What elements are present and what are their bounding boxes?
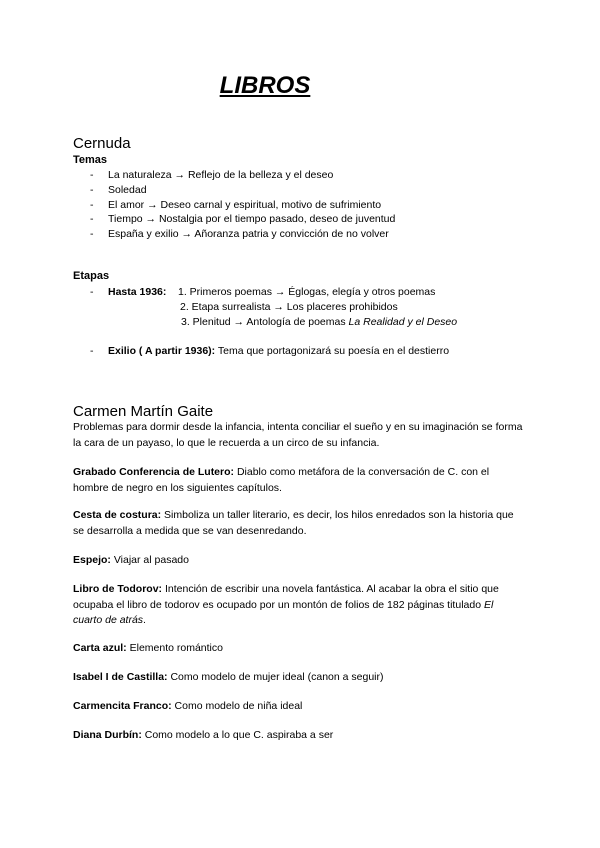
- list-item: El amor → Deseo carnal y espiritual, motivo de sufrimiento: [108, 199, 382, 211]
- entry-text-tail: .: [143, 614, 146, 626]
- entry-paragraph: [73, 728, 525, 744]
- entry-paragraph: [73, 641, 525, 657]
- etapa-exilio: [108, 345, 449, 357]
- book-title: El cuarto de atrás: [73, 598, 494, 626]
- entry-text: Elemento romántico: [126, 642, 223, 654]
- entry-text: Simboliza un taller literario, es decir, los hilos enredados son la historia que se desarrolla a medida que se van desenredando.: [73, 509, 514, 537]
- etapa-item: [181, 316, 457, 328]
- etapa-item-text: 3. Plenitud → Antología de poemas: [181, 316, 349, 328]
- subheading-temas: Temas: [73, 154, 108, 166]
- book-title: La Realidad y el Deseo: [348, 316, 458, 328]
- section-heading-gaite: Carmen Martín Gaite: [73, 403, 214, 420]
- list-item: España y exilio → Añoranza patria y convicción de no volver: [108, 228, 389, 240]
- list-dash: -: [90, 213, 94, 225]
- list-dash: -: [90, 169, 94, 181]
- entry-label: Isabel I de Castilla:: [73, 671, 168, 683]
- list-dash: -: [90, 286, 94, 298]
- entry-text: Viajar al pasado: [110, 554, 189, 566]
- etapa-label-exilio: Exilio ( A partir 1936):: [108, 345, 216, 357]
- entry-label: Cesta de costura:: [73, 509, 162, 521]
- etapa-label-hasta-1936: Hasta 1936:: [108, 286, 167, 298]
- entry-label: Espejo:: [73, 554, 111, 566]
- entry-label: Libro de Todorov:: [73, 583, 163, 595]
- entry-text: Intención de escribir una novela fantástica. Al acabar la obra el sitio que ocupaba el libro de todorov es ocupado por un montón de folios de 182 páginas titulado: [73, 583, 499, 611]
- entry-text: Como modelo de niña ideal: [171, 700, 303, 712]
- page-title: LIBROS: [219, 72, 311, 99]
- entry-label: Grabado Conferencia de Lutero:: [73, 466, 235, 478]
- list-item: La naturaleza → Reflejo de la belleza y el deseo: [108, 169, 334, 181]
- etapa-text: Tema que portagonizará su poesía en el destierro: [215, 345, 450, 357]
- list-item: Tiempo → Nostalgia por el tiempo pasado, deseo de juventud: [108, 213, 396, 225]
- list-dash: -: [90, 199, 94, 211]
- entry-paragraph: [73, 670, 525, 686]
- entry-text: Diablo como metáfora de la conversación de C. con el hombre de negro en los siguientes capítulos.: [73, 466, 490, 494]
- list-dash: -: [90, 184, 94, 196]
- etapa-item: 2. Etapa surrealista → Los placeres prohibidos: [180, 301, 398, 313]
- entry-label: Diana Durbín:: [73, 729, 142, 741]
- subheading-etapas: Etapas: [73, 270, 110, 282]
- list-dash: -: [90, 228, 94, 240]
- entry-paragraph: [73, 508, 525, 539]
- entry-paragraph: [73, 582, 525, 629]
- intro-paragraph: Problemas para dormir desde la infancia, intenta conciliar el sueño y en su imaginación se forma la cara de un payaso, lo que le recuerda a un circo de su infancia.: [73, 421, 523, 449]
- entry-paragraph: [73, 465, 525, 496]
- entry-text: Como modelo a lo que C. aspiraba a ser: [141, 729, 334, 741]
- etapa-item: 1. Primeros poemas → Églogas, elegía y otros poemas: [178, 286, 436, 298]
- entry-label: Carta azul:: [73, 642, 127, 654]
- section-heading-cernuda: Cernuda: [73, 135, 131, 152]
- entry-paragraph: [73, 553, 525, 569]
- list-dash: -: [90, 345, 94, 357]
- entry-paragraph: [73, 699, 525, 715]
- entry-text: Como modelo de mujer ideal (canon a seguir): [167, 671, 384, 683]
- entry-label: Carmencita Franco:: [73, 700, 172, 712]
- list-item: Soledad: [108, 184, 147, 196]
